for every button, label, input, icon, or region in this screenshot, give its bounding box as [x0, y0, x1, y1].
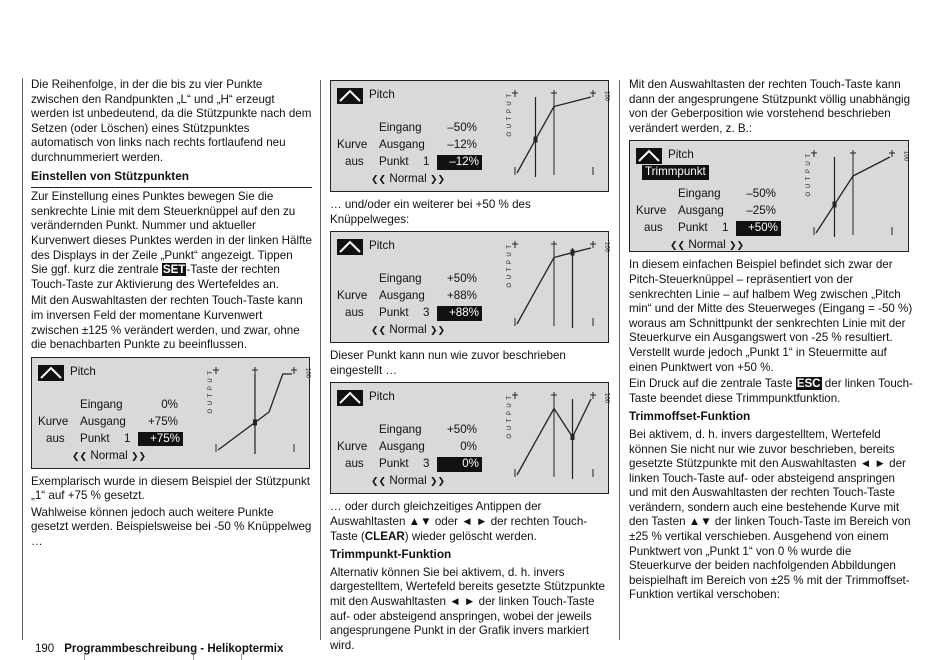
punkt-value-field[interactable]: 0%: [437, 457, 482, 472]
pitch-curve-icon: [337, 88, 363, 104]
up-down-arrows-icon: ▲▼: [408, 514, 432, 528]
pitch-curve-icon: [636, 148, 662, 164]
paragraph: Exemplarisch wurde in diesem Beispiel der Stützpunkt „1“ auf +75 % gesetzt.: [31, 474, 311, 503]
curve-graph: [208, 364, 298, 460]
normal-selector[interactable]: ❮❮ Normal ❯❯: [670, 238, 745, 252]
eingang-value: –50%: [447, 121, 477, 134]
column-divider-2: [619, 80, 620, 640]
aus-label: aus: [345, 306, 364, 320]
screen-title: Pitch: [668, 148, 694, 162]
ausgang-label: Ausgang: [678, 204, 724, 218]
screen-title: Pitch: [369, 390, 395, 404]
punkt-value-field[interactable]: +75%: [138, 432, 183, 447]
punkt-number: 1: [722, 221, 729, 235]
chevron-left-icon: ❮❮: [371, 325, 387, 336]
paragraph: … und/oder ein weiterer bei +50 % des Knüppelweges:: [330, 198, 531, 226]
aus-label: aus: [345, 457, 364, 471]
eingang-label: Eingang: [379, 121, 422, 134]
aus-label: aus: [46, 431, 65, 445]
ausgang-value: +88%: [447, 289, 477, 303]
screen-title: Pitch: [369, 239, 395, 253]
curve-graph: [507, 389, 597, 485]
eingang-value: +50%: [447, 272, 477, 286]
chevron-right-icon: ❯❯: [429, 174, 446, 184]
active-point-marker: [571, 434, 575, 440]
screen-title: Pitch: [369, 88, 395, 101]
output-axis-label: O U T P U T: [507, 244, 513, 288]
kurve-label: Kurve: [636, 204, 667, 218]
section-heading: Einstellen von Stützpunkten: [31, 168, 189, 183]
kurve-label: Kurve: [337, 138, 368, 151]
screen-title: Pitch: [70, 364, 96, 378]
paragraph: Alternativ können Sie bei aktivem, d. h. invers dargestelltem, Wertefeld bereits gesetzte Stützpunkte mit den Auswahltasten ◄ ► der linken Touch-Taste auf- oder absteigend anspringen, wobei der jeweils angesprungene Punkt in der Grafik invers markiert wird.: [330, 565, 605, 652]
section-heading: Trimmpunkt-Funktion: [330, 547, 452, 562]
eingang-value: +50%: [447, 423, 477, 437]
ausgang-value: –12%: [447, 138, 477, 151]
heading-rule: [31, 187, 312, 188]
punkt-label: Punkt: [80, 431, 110, 445]
pitch-curve-icon: [337, 390, 363, 406]
kurve-label: Kurve: [337, 289, 368, 303]
page-footer: [35, 643, 283, 655]
ausgang-label: Ausgang: [379, 440, 425, 454]
esc-key-badge: ESC: [796, 377, 821, 391]
chevron-left-icon: ❮❮: [670, 240, 686, 251]
scale-100-label: 100: [603, 91, 610, 102]
pitch-curve-icon: [337, 239, 363, 255]
curve-plot: [806, 147, 896, 243]
curve-plot: [507, 87, 597, 183]
output-axis-label: O U T P U T: [507, 395, 513, 439]
column-1: [31, 78, 312, 552]
curve-plot: [507, 238, 597, 334]
ausgang-value: –25%: [746, 204, 776, 218]
chevron-right-icon: ❯❯: [429, 325, 446, 336]
display-screen: [330, 80, 609, 192]
column-divider-left: [22, 78, 23, 640]
eingang-label: Eingang: [379, 423, 422, 437]
trimmpunkt-indicator: Trimmpunkt: [642, 165, 709, 180]
paragraph: Mit den Auswahltasten der rechten Touch-Taste kann im inversen Feld der momentane Kurvenwert zwischen ±125 % verändert werden, und zwar, ohne die benachbarten Punkte zu beeinflussen.: [31, 294, 303, 352]
punkt-number: 3: [423, 457, 430, 471]
punkt-label: Punkt: [379, 457, 409, 471]
chevron-right-icon: ❯❯: [130, 450, 147, 461]
punkt-label: Punkt: [379, 306, 409, 320]
ausgang-label: Ausgang: [379, 138, 425, 151]
eingang-label: Eingang: [379, 272, 422, 286]
eingang-value: 0%: [161, 397, 178, 411]
chevron-left-icon: ❮❮: [371, 174, 387, 184]
footer-title: Programmbeschreibung - Helikoptermix: [64, 643, 284, 655]
active-point-marker: [571, 250, 575, 256]
kurve-label: Kurve: [337, 440, 368, 454]
paragraph: Zur Einstellung eines Punktes bewegen Sie die senkrechte Linie mit dem Steuerknüppel auf den zu verändernden Punkt. Nummer und aktueller Kurvenwert dieses Punktes werden in der linken Hälfte des Displays in der Zeile „Punkt“ angezeigt. Tippen Sie ggf. kurz die zentrale SET-Taste der rechten Touch-Taste zur Aktivierung des Wertefeldes an.: [31, 190, 312, 291]
section-heading: Trimmoffset-Funktion: [629, 409, 751, 424]
set-key-badge: SET: [162, 263, 186, 277]
active-point-marker: [833, 202, 837, 208]
output-axis-label: O U T P U T: [507, 93, 513, 137]
kurve-label: Kurve: [38, 414, 69, 428]
display-screen: [31, 357, 310, 469]
ausgang-value: +75%: [148, 414, 178, 428]
output-axis-label: O U T P U T: [806, 153, 812, 197]
display-screen: [330, 382, 609, 494]
column-2: [330, 78, 610, 655]
punkt-number: 3: [423, 306, 430, 320]
punkt-number: 1: [124, 431, 131, 445]
column-3: [629, 78, 913, 605]
chevron-right-icon: ❯❯: [429, 476, 446, 487]
ausgang-value: 0%: [460, 440, 477, 454]
display-screen: [330, 231, 609, 343]
scale-100-label: 100: [304, 367, 311, 378]
paragraph: Dieser Punkt kann nun wie zuvor beschrieben eingestellt …: [330, 349, 566, 377]
punkt-label: Punkt: [678, 221, 708, 235]
curve-plot: [507, 389, 597, 485]
normal-selector[interactable]: ❮❮ Normal ❯❯: [72, 448, 147, 462]
curve-graph: [507, 238, 597, 334]
active-point-marker: [534, 137, 538, 143]
page-number: 190: [35, 643, 55, 655]
eingang-value: –50%: [746, 187, 776, 201]
paragraph: Mit den Auswahltasten der rechten Touch-Taste kann dann der angesprungene Stützpunkt völlig unabhängig von der Geberposition wie vorstehend beschrieben verändert werden, z. B.:: [629, 78, 911, 135]
scale-100-label: 100: [902, 151, 909, 162]
eingang-label: Eingang: [678, 187, 721, 201]
paragraph: Bei aktivem, d. h. invers dargestelltem, Wertefeld können Sie nicht nur wie zuvor beschrieben, bereits gesetzte Stützpunkte mit den Auswahltasten ◄ ► der linken Touch-Taste auf- oder absteigend anspringen und mit den Auswahltasten der rechten Touch-Taste verändern, sondern auch eine bestehende Kurve mit den Tasten ▲▼ der linken Touch-Taste im Bereich von ±25 % vertikal verschieben. Ausgehend von einem Punktwert von „Punkt 1“ von 0 % wurde die Steuerkurve der beiden nachfolgenden Abbildungen beispielhaft im Bereich von ±25 % mit der Trimmoffset-Funktion vertikal verschoben:: [629, 427, 911, 602]
clear-key-label: CLEAR: [364, 529, 405, 543]
column-divider-1: [320, 80, 321, 640]
punkt-value-field[interactable]: –12%: [437, 155, 482, 170]
ausgang-label: Ausgang: [379, 289, 425, 303]
punkt-value-field[interactable]: +88%: [437, 306, 482, 321]
chevron-left-icon: ❮❮: [371, 476, 387, 487]
output-axis-label: O U T P U T: [208, 369, 214, 414]
aus-label: aus: [644, 221, 663, 235]
curve-graph: [507, 87, 597, 183]
paragraph: … oder durch gleichzeitiges Antippen der Auswahltasten ▲▼ oder ◄ ► der rechten Touch-Taste (CLEAR) wieder gelöscht werden.: [330, 500, 588, 543]
eingang-label: Eingang: [80, 397, 123, 411]
pitch-curve-icon: [38, 365, 64, 381]
scale-100-label: 100: [603, 242, 610, 253]
active-point-marker: [253, 419, 257, 425]
chevron-right-icon: ❯❯: [728, 240, 745, 251]
normal-selector[interactable]: ❮❮ Normal ❯❯: [371, 323, 446, 337]
curve-plot: [208, 364, 298, 460]
curve-graph: [806, 147, 896, 243]
ausgang-label: Ausgang: [80, 414, 126, 428]
display-screen: [629, 140, 909, 252]
aus-label: aus: [345, 155, 364, 168]
normal-selector[interactable]: ❮❮ Normal ❯❯: [371, 172, 446, 185]
paragraph: Die Reihenfolge, in der die bis zu vier Punkte zwischen den Randpunkten „L“ und „H“ erzeugt werden ist unbedeutend, da die Stützpunkte nach dem Setzen (oder Löschen) eines Stützpunktes automatisch von links nach rechts fortlaufend neu durchnummeriert werden.: [31, 78, 312, 164]
normal-selector[interactable]: ❮❮ Normal ❯❯: [371, 474, 446, 488]
left-right-arrows-icon: ◄ ►: [461, 514, 488, 528]
scale-100-label: 100: [603, 393, 610, 404]
paragraph: Ein Druck auf die zentrale Taste ESC der linken Touch-Taste beendet diese Trimmpunktfunktion.: [629, 377, 913, 405]
paragraph: In diesem einfachen Beispiel befindet sich zwar der Pitch-Steuerknüppel – repräsentiert von der senkrechten Linie – auf halbem Weg zwischen „Pitch min“ und der Mitte des Steuerweges (Eingang = -50 %) woraus am Schnittpunkt der senkrechten Linie mit der Steuerkurve ein Ausgangswert von -25 % resultiert. Verstellt wurde jedoch „Punkt 1“ in Steuermitte auf einen Punktwert von +50 %.: [629, 258, 913, 374]
chevron-left-icon: ❮❮: [72, 450, 88, 461]
punkt-value-field[interactable]: +50%: [736, 221, 781, 236]
punkt-label: Punkt: [379, 155, 409, 168]
paragraph: Wahlweise können jedoch auch weitere Punkte gesetzt werden. Beispielsweise bei -50 % Knüppelweg …: [31, 505, 312, 549]
punkt-number: 1: [423, 155, 430, 168]
